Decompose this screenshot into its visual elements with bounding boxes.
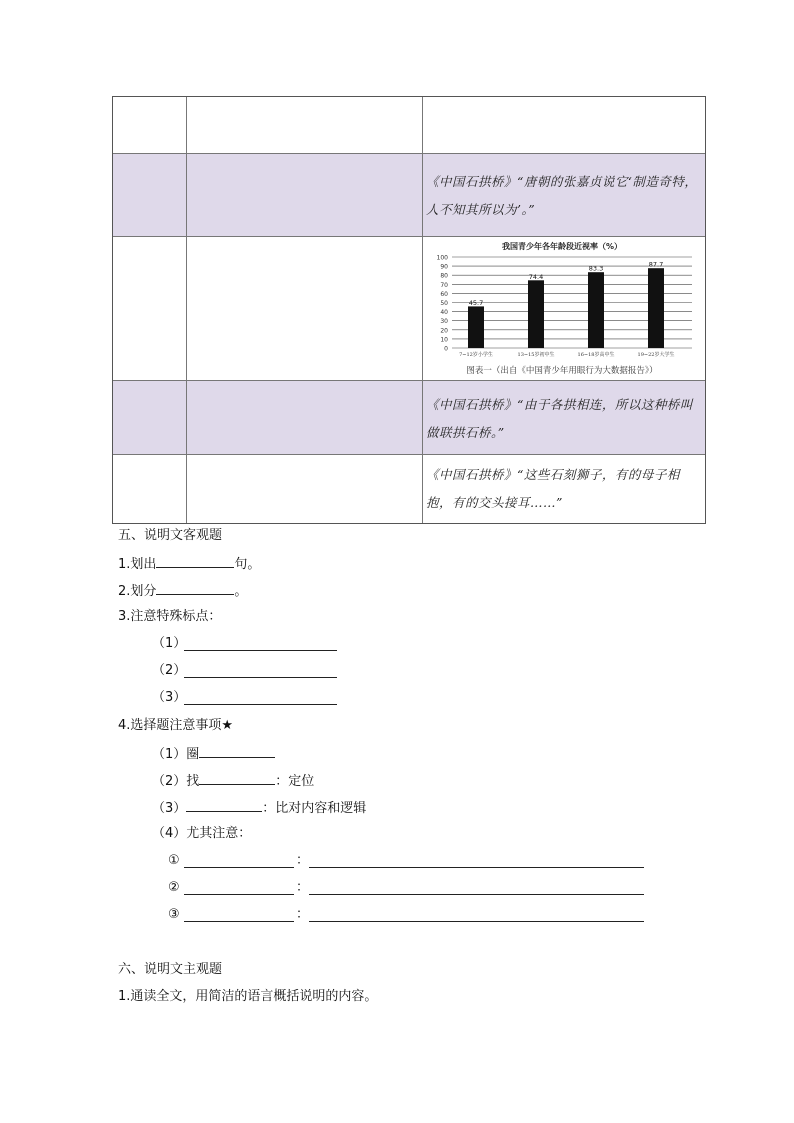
circled-1-colon: ： [296, 853, 310, 868]
circled-3-blank-a[interactable] [184, 921, 294, 922]
sub4-4: （4）尤其注意： [152, 826, 252, 841]
y-tick-label-40: 40 [440, 309, 448, 317]
circled-3-colon: ： [296, 907, 310, 922]
bar-value-label-1: 45.7 [468, 298, 484, 307]
sub4-3 [152, 799, 366, 817]
y-tick-label-30: 30 [440, 318, 448, 326]
table-quote-4: 《中国石拱桥》“由于各拱相连，所以这种桥叫做联拱石桥。” [426, 397, 693, 440]
circled-3-label: ③ [168, 907, 180, 922]
sub4-3-suffix: ：比对内容和逻辑 [262, 801, 367, 816]
x-category-label-3: 16~18岁高中生 [577, 352, 615, 358]
item-2 [118, 582, 247, 600]
sub3-2-label: （2） [152, 663, 187, 678]
sub3-3-blank[interactable] [184, 704, 337, 705]
bar-3 [588, 272, 604, 348]
table-row-5 [113, 454, 705, 524]
sub3-1-label: （1） [152, 636, 187, 651]
sub4-1 [152, 745, 275, 763]
y-tick-label-50: 50 [440, 300, 448, 307]
bar-1 [468, 306, 484, 348]
sub4-2-blank[interactable] [199, 772, 275, 785]
y-tick-label-0: 0 [444, 345, 448, 353]
sub4-3-blank[interactable] [186, 799, 262, 812]
y-tick-label-80: 80 [440, 272, 448, 280]
circled-3-blank-b[interactable] [309, 921, 644, 922]
table-quote-5: 《中国石拱桥》“这些石刻狮子，有的母子相抱，有的交头接耳……” [426, 467, 680, 510]
bar-2 [528, 280, 544, 348]
sub4-2-suffix: ：定位 [275, 774, 315, 789]
item-3: 3.注意特殊标点： [118, 609, 222, 624]
y-tick-label-10: 10 [440, 336, 448, 344]
table-row-1 [113, 97, 705, 153]
sub3-2-blank[interactable] [184, 677, 337, 678]
x-category-label-2: 13~15岁初中生 [517, 352, 555, 358]
y-tick-label-20: 20 [440, 327, 448, 335]
bar-value-label-3: 83.3 [588, 264, 604, 273]
sub4-2 [152, 772, 314, 790]
circled-2-colon: ： [296, 880, 310, 895]
circled-1-blank-b[interactable] [309, 867, 644, 868]
item1-suffix: 句。 [234, 557, 261, 572]
myopia-bar-chart [426, 237, 698, 377]
chart-title: 我国青少年各年龄段近视率（%） [501, 242, 622, 251]
item-4: 4.选择题注意事项★ [118, 718, 234, 733]
y-tick-label-60: 60 [440, 290, 448, 298]
bar-value-label-2: 74.4 [528, 272, 544, 281]
sub3-3-label: （3） [152, 690, 187, 705]
y-tick-label-90: 90 [440, 263, 448, 271]
table-col-divider-1 [186, 97, 187, 523]
bar-value-label-4: 87.7 [648, 260, 664, 269]
table-quote-2: 《中国石拱桥》“唐朝的张嘉贞说它‘制造奇特，人不知其所以为’。” [426, 174, 698, 217]
sub4-1-blank[interactable] [199, 745, 275, 758]
item2-prefix: 2.划分 [118, 584, 157, 599]
sub4-2-prefix: （2）找 [152, 774, 200, 789]
item-1 [118, 555, 260, 573]
section5-heading: 五、说明文客观题 [118, 528, 223, 543]
circled-1-label: ① [168, 853, 180, 868]
info-table [112, 96, 706, 524]
circled-1-blank-a[interactable] [184, 867, 294, 868]
chart-plot-area [426, 237, 698, 377]
item2-blank[interactable] [156, 582, 234, 595]
chart-caption: 图表一（出自《中国青少年用眼行为大数据报告》） [466, 366, 658, 376]
bar-4 [648, 268, 664, 348]
sub4-3-prefix: （3） [152, 801, 187, 816]
table-row-3 [113, 236, 705, 380]
sub4-1-prefix: （1）圈 [152, 747, 200, 762]
sub3-1-blank[interactable] [184, 650, 337, 651]
section6-heading: 六、说明文主观题 [118, 962, 223, 977]
item1-blank[interactable] [156, 555, 234, 568]
y-tick-label-70: 70 [440, 281, 448, 289]
table-col-divider-2 [422, 97, 423, 523]
table-row-4 [113, 380, 705, 454]
circled-2-blank-a[interactable] [184, 894, 294, 895]
table-row-2 [113, 153, 705, 236]
circled-2-label: ② [168, 880, 180, 895]
item2-suffix: 。 [234, 584, 248, 599]
section6-item-1: 1.通读全文，用简洁的语言概括说明的内容。 [118, 989, 378, 1004]
y-tick-label-100: 100 [436, 254, 448, 262]
circled-2-blank-b[interactable] [309, 894, 644, 895]
item1-prefix: 1.划出 [118, 557, 157, 572]
x-category-label-4: 19~22岁大学生 [637, 352, 675, 358]
x-category-label-1: 7~12岁小学生 [459, 352, 493, 358]
